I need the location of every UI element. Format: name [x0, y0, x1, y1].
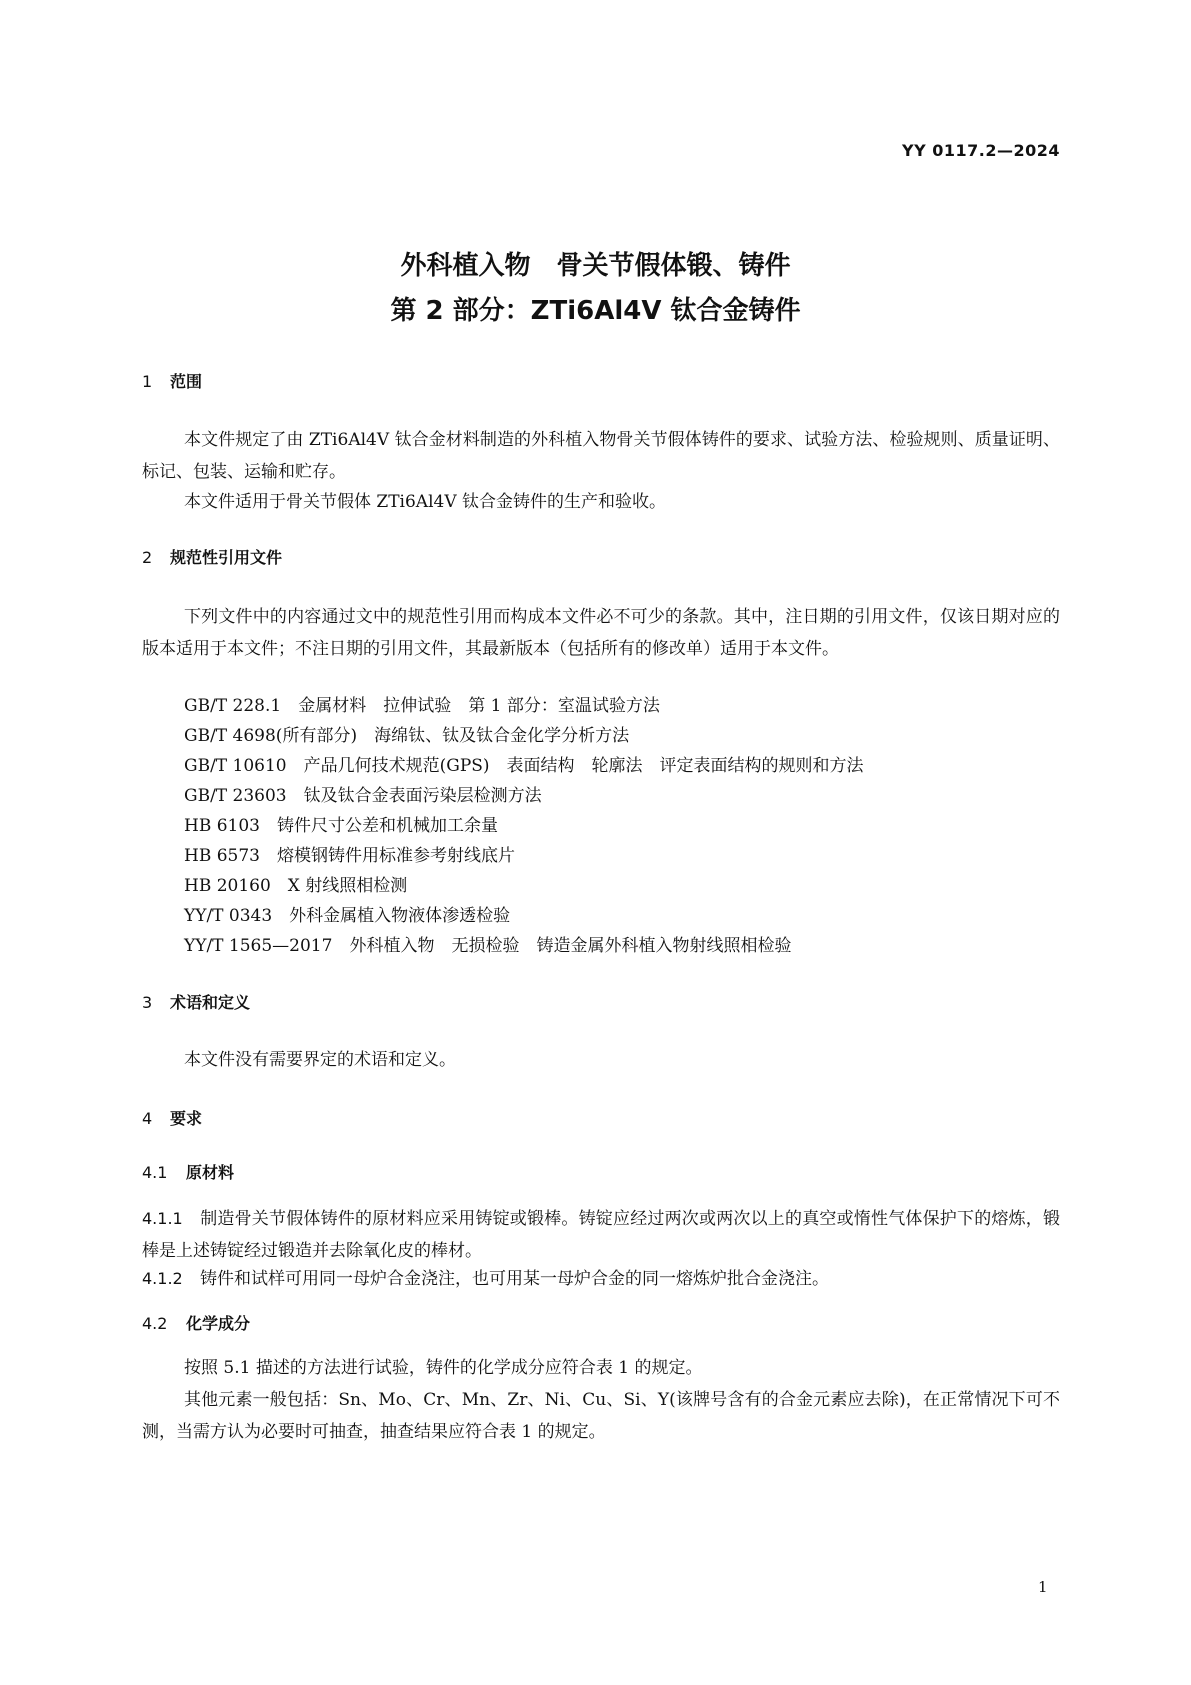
section-title: 要求: [170, 1109, 203, 1128]
reference-item: HB 6573 熔模钢铸件用标准参考射线底片: [184, 846, 515, 866]
clause-number: 4.1.2: [142, 1269, 183, 1288]
subsection-4-2-heading: [142, 1311, 250, 1334]
section-number: 2: [142, 548, 153, 567]
document-code: YY 0117.2—2024: [901, 141, 1060, 160]
subsection-title: 原材料: [186, 1163, 235, 1182]
normative-references-intro: 下列文件中的内容通过文中的规范性引用而构成本文件必不可少的条款。其中，注日期的引用文件，仅该日期对应的版本适用于本文件；不注日期的引用文件，其最新版本（包括所有的修改单）适用于本文件。: [142, 607, 1060, 659]
reference-item: GB/T 4698(所有部分) 海绵钛、钛及钛合金化学分析方法: [184, 726, 630, 746]
section-2-heading: [142, 545, 282, 568]
clause-4-1-1: [142, 1203, 1060, 1267]
section-number: 1: [142, 372, 153, 391]
subsection-title: 化学成分: [186, 1314, 251, 1333]
document-title-line-1: 外科植入物 骨关节假体锻、铸件: [400, 251, 791, 281]
section-number: 4: [142, 1109, 153, 1128]
chemical-composition-paragraph-2: 其他元素一般包括：Sn、Mo、Cr、Mn、Zr、Ni、Cu、Si、Y(该牌号含有的合金元素应去除)，在正常情况下可不测，当需方认为必要时可抽查，抽查结果应符合表 1 的规定。: [142, 1390, 1060, 1442]
reference-item: YY/T 1565—2017 外科植入物 无损检验 铸造金属外科植入物射线照相检验: [184, 936, 792, 956]
section-1-heading: [142, 369, 202, 392]
clause-4-1-2: [142, 1263, 1060, 1295]
subsection-number: 4.2: [142, 1314, 168, 1333]
reference-item: HB 20160 X 射线照相检测: [184, 876, 408, 896]
clause-text: 铸件和试样可用同一母炉合金浇注，也可用某一母炉合金的同一熔炼炉批合金浇注。: [200, 1269, 829, 1289]
reference-item: GB/T 10610 产品几何技术规范(GPS) 表面结构 轮廓法 评定表面结构的规则和方法: [184, 756, 864, 776]
chemical-composition-paragraph-1: 按照 5.1 描述的方法进行试验，铸件的化学成分应符合表 1 的规定。: [184, 1358, 703, 1378]
reference-item: GB/T 228.1 金属材料 拉伸试验 第 1 部分：室温试验方法: [184, 696, 660, 716]
subsection-4-1-heading: [142, 1160, 234, 1183]
clause-number: 4.1.1: [142, 1209, 183, 1228]
document-title-line-2: 第 2 部分：ZTi6Al4V 钛合金铸件: [390, 296, 801, 326]
page-number: 1: [1038, 1578, 1048, 1596]
terms-paragraph: 本文件没有需要界定的术语和定义。: [184, 1050, 456, 1070]
scope-paragraph-1: 本文件规定了由 ZTi6Al4V 钛合金材料制造的外科植入物骨关节假体铸件的要求、试验方法、检验规则、质量证明、标记、包装、运输和贮存。: [142, 430, 1060, 482]
reference-item: HB 6103 铸件尺寸公差和机械加工余量: [184, 816, 498, 836]
scope-paragraph-2: 本文件适用于骨关节假体 ZTi6Al4V 钛合金铸件的生产和验收。: [184, 492, 667, 512]
section-title: 术语和定义: [170, 993, 251, 1012]
section-title: 范围: [170, 372, 203, 391]
section-3-heading: [142, 990, 250, 1013]
section-4-heading: [142, 1106, 202, 1129]
reference-item: YY/T 0343 外科金属植入物液体渗透检验: [184, 906, 511, 926]
section-title: 规范性引用文件: [170, 548, 283, 567]
clause-text: 制造骨关节假体铸件的原材料应采用铸锭或锻棒。铸锭应经过两次或两次以上的真空或惰性气体保护下的熔炼，锻棒是上述铸锭经过锻造并去除氧化皮的棒材。: [142, 1209, 1060, 1261]
subsection-number: 4.1: [142, 1163, 168, 1182]
section-number: 3: [142, 993, 153, 1012]
reference-item: GB/T 23603 钛及钛合金表面污染层检测方法: [184, 786, 542, 806]
